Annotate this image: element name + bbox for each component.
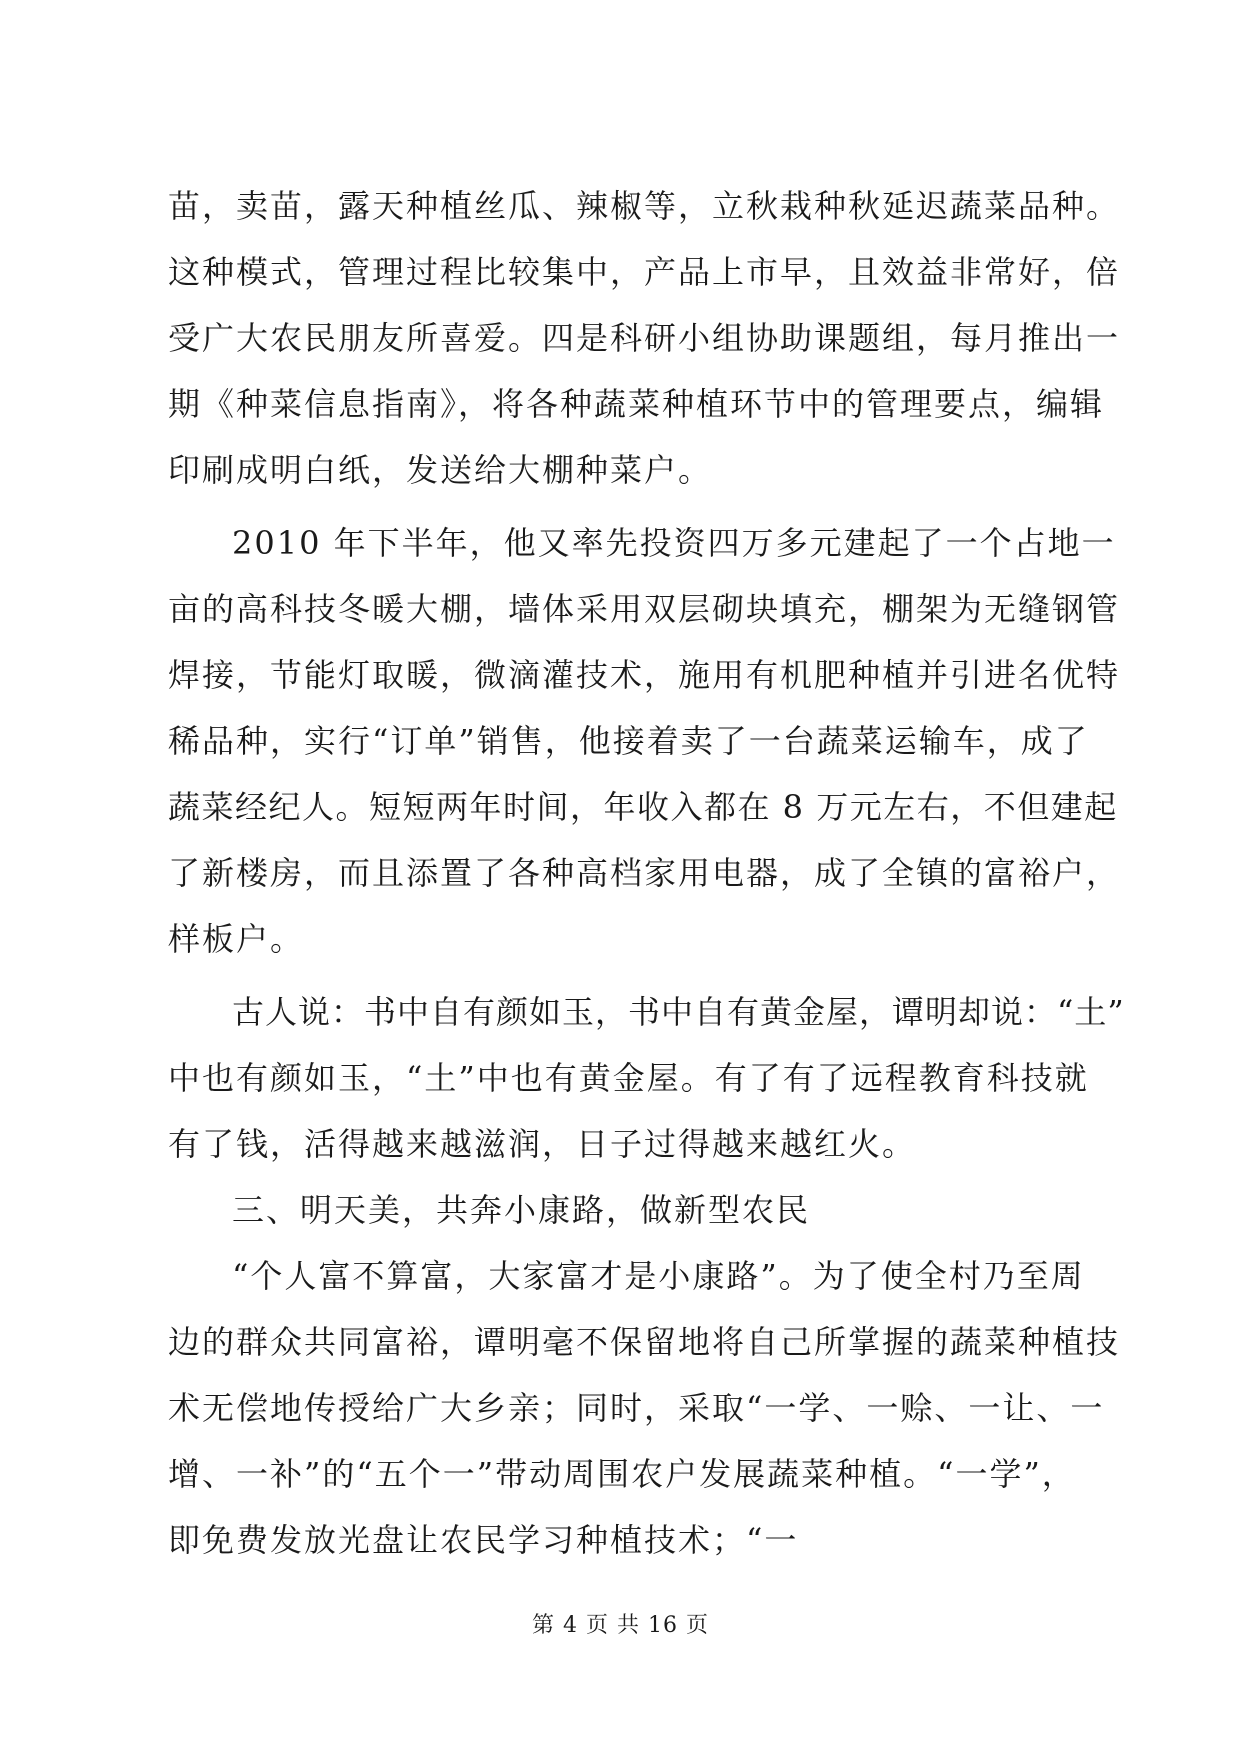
text-line: 增、一补”的“五个一”带动周围农户发展蔬菜种植。“一学”， [168,1455,1076,1493]
text-line: 样板户。 [168,920,305,958]
text-line: 受广大农民朋友所喜爱。四是科研小组协助课题组，每月推出一 [168,319,1121,357]
text-line: 边的群众共同富裕，谭明毫不保留地将自己所掌握的蔬菜种植技 [168,1323,1121,1361]
text-line: 即免费发放光盘让农民学习种植技术；“一 [168,1521,799,1559]
text-line: 了新楼房，而且添置了各种高档家用电器，成了全镇的富裕户， [168,854,1121,892]
text-line: 有了钱，活得越来越滋润，日子过得越来越红火。 [168,1125,917,1163]
text-line: 苗，卖苗，露天种植丝瓜、辣椒等，立秋栽种秋延迟蔬菜品种。 [168,187,1121,225]
text-line: 焊接，节能灯取暖，微滴灌技术，施用有机肥种植并引进名优特 [168,656,1121,694]
text-line: 中也有颜如玉，“土”中也有黄金屋。有了有了远程教育科技就 [168,1059,1089,1097]
text-line: 蔬菜经纪人。短短两年时间，年收入都在 8 万元左右，不但建起 [168,788,1118,826]
paragraph-start-line: “个人富不算富，大家富才是小康路”。为了使全村乃至周 [232,1257,1085,1295]
paragraph-start-line: 2010 年下半年，他又率先投资四万多元建起了一个占地一 [232,524,1116,562]
text-line: 术无偿地传授给广大乡亲；同时，采取“一学、一赊、一让、一 [168,1389,1105,1427]
text-line: 印刷成明白纸，发送给大棚种菜户。 [168,451,713,489]
text-line: 期《种菜信息指南》，将各种蔬菜种植环节中的管理要点，编辑 [168,385,1105,423]
paragraph-start-line: 古人说：书中自有颜如玉，书中自有黄金屋，谭明却说：“土” [232,993,1125,1031]
section-heading: 三、明天美，共奔小康路，做新型农民 [232,1191,811,1229]
text-line: 亩的高科技冬暖大棚，墙体采用双层砌块填充，棚架为无缝钢管 [168,590,1121,628]
page-number-footer: 第 4 页 共 16 页 [532,1613,709,1638]
text-line: 稀品种，实行“订单”销售，他接着卖了一台蔬菜运输车，成了 [168,722,1089,760]
text-line: 这种模式，管理过程比较集中，产品上市早，且效益非常好，倍 [168,253,1121,291]
